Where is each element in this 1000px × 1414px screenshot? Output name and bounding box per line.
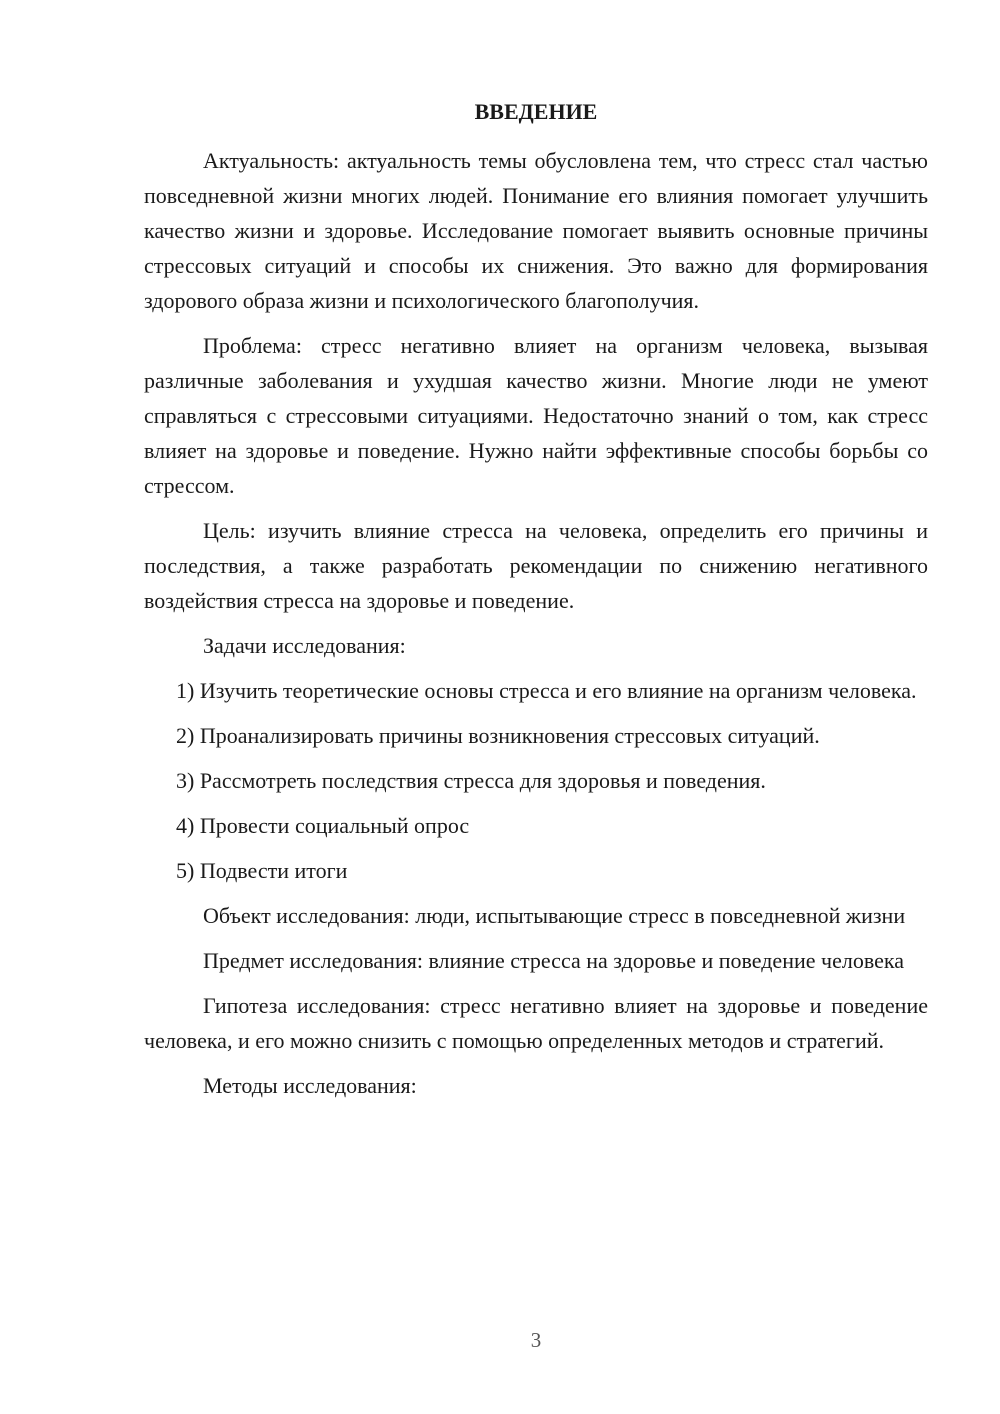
hypothesis-paragraph: Гипотеза исследования: стресс негативно влияет на здоровье и поведение человека, и его можно снизить с помощью определенных методов и стратегий. [144,993,928,1053]
goal-paragraph: Цель: изучить влияние стресса на человека, определить его причины и последствия, а также разработать рекомендации по снижению негативного воздействия стресса на здоровье и поведение. [144,518,928,613]
subject-paragraph: Предмет исследования: влияние стресса на здоровье и поведение человека [203,948,904,973]
page-number: 3 [530,1328,542,1352]
task-item-5: 5) Подвести итоги [176,858,348,883]
tasks-heading: Задачи исследования: [203,633,406,658]
task-item-3: 3) Рассмотреть последствия стресса для здоровья и поведения. [176,768,766,793]
task-item-4: 4) Провести социальный опрос [176,813,470,838]
document-page [144,94,928,1103]
object-paragraph: Объект исследования: люди, испытывающие стресс в повседневной жизни [203,903,906,928]
page-title: ВВЕДЕНИЕ [474,99,598,124]
problem-paragraph: Проблема: стресс негативно влияет на организм человека, вызывая различные заболевания и ухудшая качество жизни. Многие люди не умеют справляться с стрессовыми ситуациями. Недостаточно знаний о том, как стресс влияет на здоровье и поведение. Нужно найти эффективные способы борьбы со стрессом. [144,333,928,498]
methods-heading: Методы исследования: [203,1073,417,1098]
task-item-1: 1) Изучить теоретические основы стресса и его влияние на организм человека. [176,678,917,703]
task-item-2: 2) Проанализировать причины возникновения стрессовых ситуаций. [176,723,820,748]
tasks-list [144,673,928,888]
relevance-paragraph: Актуальность: актуальность темы обусловлена тем, что стресс стал частью повседневной жизни многих людей. Понимание его влияния помогает улучшить качество жизни и здоровье. Исследование помогает выявить основные причины стрессовых ситуаций и способы их снижения. Это важно для формирования здорового образа жизни и психологического благополучия. [144,148,928,313]
